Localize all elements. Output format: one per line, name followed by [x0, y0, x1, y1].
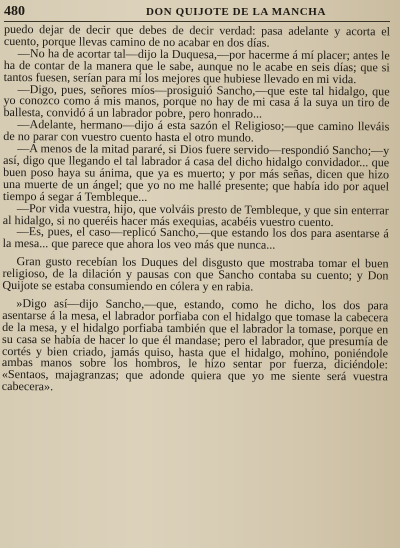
- running-head: [4, 5, 390, 20]
- book-title: DON QUIJOTE DE LA MANCHA: [145, 6, 327, 18]
- paragraph-9: »Digo así—dijo Sancho,—que, estando, como he dicho, los dos para asentarse á la mesa, el labrador porfiaba con el hidalgo que tomase la cabecera de la mesa, y el hidalgo porfiaba también que el labrador la tomase, porque en su casa se había de hacer lo que él mandase; pero el labrador, que presumía de cortés y bien criado, jamás quiso, hasta que el hidalgo, mohíno, poniéndole ambas manos sobre los hombros, le hizo sentar por fuerza, diciéndole: «Sentaos, majagranzas; que adonde quiera que yo me siente será vuestra cabecera».: [1, 296, 389, 394]
- page-number: 480: [4, 4, 25, 19]
- paragraph-8: Gran gusto recebían los Duques del disgusto que mostraba tomar el buen religioso, de la dilación y pausas con que Sancho contaba su cuento; y Don Quijote se estaba consumiendo en cólera y en rabia.: [2, 254, 389, 294]
- paragraph-4: —Adelante, hermano—dijo á esta sazón el Religioso;—que camino lleváis de no parar con vuestro cuento hasta el otro mundo.: [3, 117, 390, 145]
- paragraph-3: —Digo, pues, señores míos—prosiguió Sancho,—que este tal hidalgo, que yo conozco como á mis manos, porque no hay de mi casa á la suya un tiro de ballesta, convidó á un labrador pobre, pero honrado...: [3, 81, 390, 121]
- paragraph-2: —No ha de acortar tal—dijo la Duquesa,—por hacerme á mí placer; antes le ha de contar de la manera que le sabe, aunque no le acabe en seis días; que si tantos fuesen, serían para mí los mejores que hubiese llevado en mi vida.: [3, 45, 390, 86]
- paragraph-6: —Por vida vuestra, hijo, que volváis presto de Tembleque, y que sin enterrar al hidalgo, si no queréis hacer más exequias, acabéis vuestro cuento.: [2, 200, 389, 229]
- body-text: [2, 24, 390, 396]
- paragraph-1: puedo dejar de decir que debes de decir verdad: pasa adelante y acorta el cuento, porque llevas camino de no acabar en dos días.: [3, 22, 391, 50]
- paragraph-7: —Es, pues, el caso—replicó Sancho,—que estando los dos para asentarse á la mesa... que parece que ahora los veo más que nunca...: [2, 224, 389, 252]
- paragraph-5: —A menos de la mitad pararé, si Dios fuere servido—respondió Sancho;—y así, digo que llegando el tal labrador á casa del dicho hidalgo convidador... que buen poso haya su ánima, que ya es muerto; y por más señas, dicen que hizo una muerte de un ángel; que yo no me hallé presente; que había ido por aquel tiempo á segar á Tembleque...: [2, 141, 390, 204]
